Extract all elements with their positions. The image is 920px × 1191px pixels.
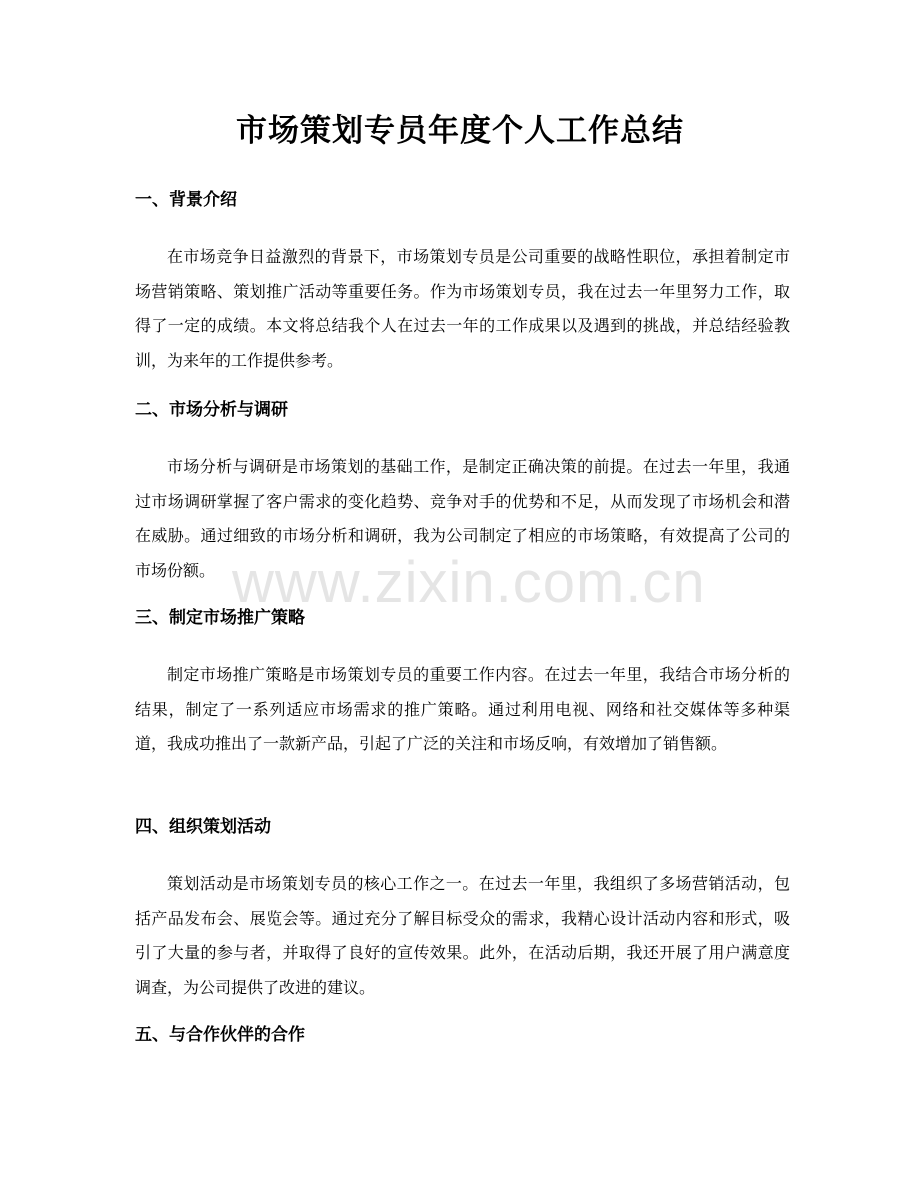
section-event-planning [135,814,790,1005]
section-paragraph: 市场分析与调研是市场策划的基础工作，是制定正确决策的前提。在过去一年里，我通过市场调研掌握了客户需求的变化趋势、竞争对手的优势和不足，从而发现了市场机会和潜在威胁。通过细致的市场分析和调研，我为公司制定了相应的市场策略，有效提高了公司的市场份额。 [135,457,790,580]
section-partners [135,1022,790,1048]
section-heading: 一、背景介绍 [135,190,237,210]
section-heading: 三、制定市场推广策略 [135,608,305,628]
section-paragraph: 在市场竞争日益激烈的背景下，市场策划专员是公司重要的战略性职位，承担着制定市场营销策略、策划推广活动等重要任务。作为市场策划专员，我在过去一年里努力工作，取得了一定的成绩。本文将总结我个人在过去一年的工作成果以及遇到的挑战，并总结经验教训，为来年的工作提供参考。 [135,247,790,370]
section-market-analysis [135,397,790,588]
watermark-text: www.zixin.com.cn [232,550,706,615]
section-heading: 四、组织策划活动 [135,817,271,837]
document-title: 市场策划专员年度个人工作总结 [236,113,684,149]
section-paragraph: 制定市场推广策略是市场策划专员的重要工作内容。在过去一年里，我结合市场分析的结果，制定了一系列适应市场需求的推广策略。通过利用电视、网络和社交媒体等多种渠道，我成功推出了一款新产品，引起了广泛的关注和市场反响，有效增加了销售额。 [135,665,790,753]
section-heading: 五、与合作伙伴的合作 [135,1025,305,1045]
section-background [135,187,790,378]
section-paragraph: 策划活动是市场策划专员的核心工作之一。在过去一年里，我组织了多场营销活动，包括产品发布会、展览会等。通过充分了解目标受众的需求，我精心设计活动内容和形式，吸引了大量的参与者，并取得了良好的宣传效果。此外，在活动后期，我还开展了用户满意度调查，为公司提供了改进的建议。 [135,874,790,997]
section-heading: 二、市场分析与调研 [135,400,288,420]
section-promotion-strategy [135,605,790,762]
